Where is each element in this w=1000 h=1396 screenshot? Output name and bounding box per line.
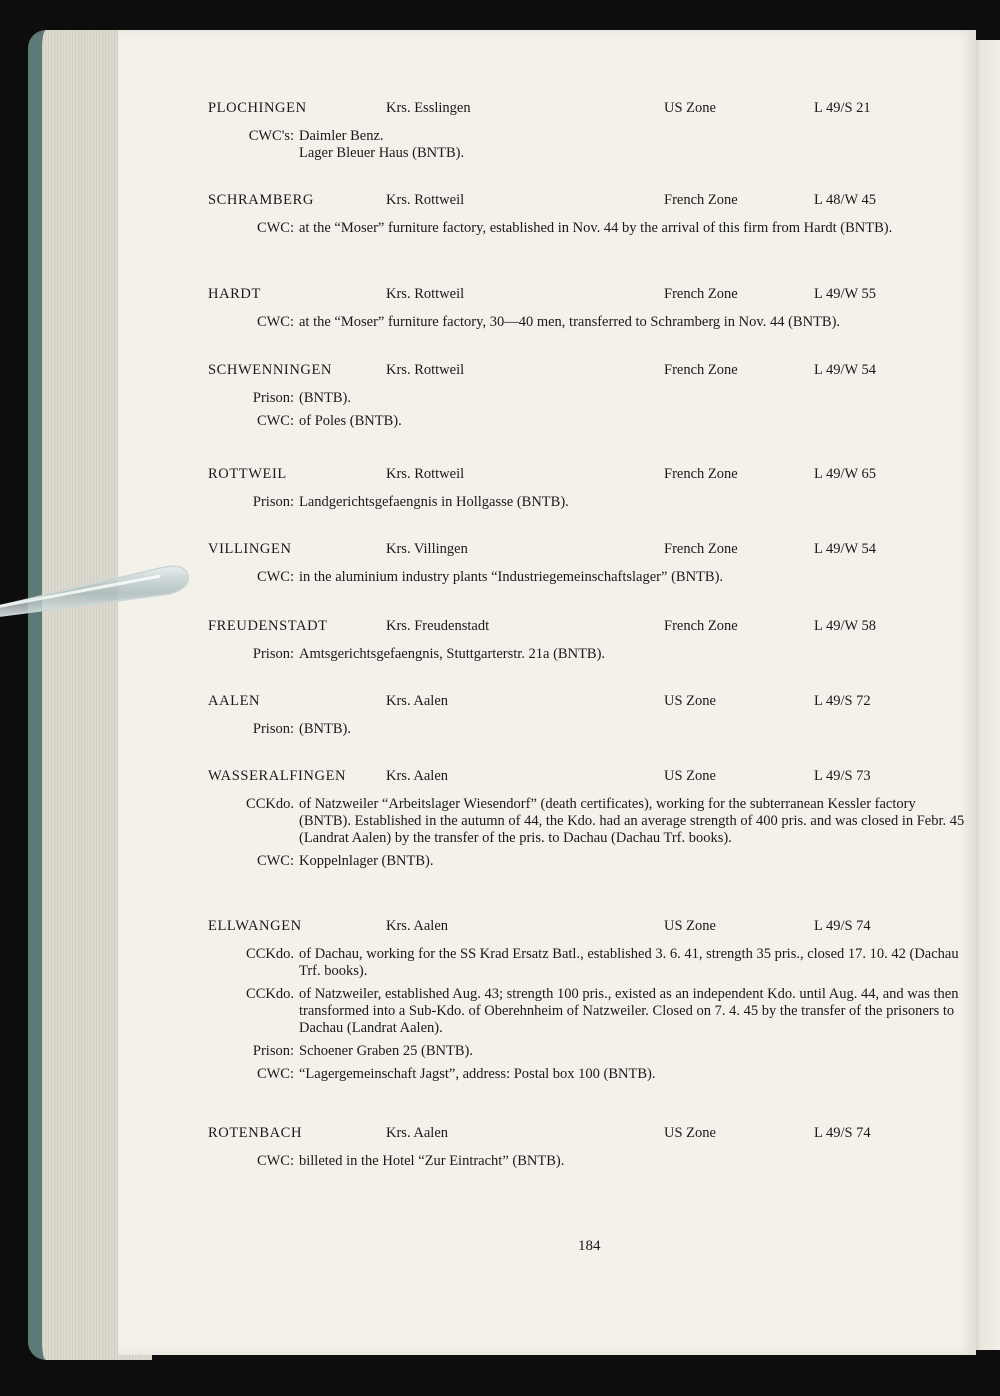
map-reference: L 49/S 74: [814, 918, 871, 934]
entry-detail-row: [208, 145, 968, 162]
entry-heading: [208, 618, 968, 640]
entry-heading: [208, 466, 968, 488]
zone-name: French Zone: [664, 466, 738, 482]
town-name: SCHWENNINGEN: [208, 362, 332, 378]
entry-detail-row: [208, 569, 968, 586]
detail-text: of Natzweiler, established Aug. 43; strength 100 pris., existed as an independent Kdo. until Aug. 44, and was then transformed into a Sub-Kdo. of Oberehnheim of Natzweiler. Closed on 7. 4. 45 by the transfer of the prisoners to Dachau (Landrat Aalen).: [299, 986, 959, 1036]
district-name: Krs. Villingen: [386, 541, 468, 557]
glass-rod-body: [0, 566, 188, 620]
detail-text: (BNTB).: [299, 390, 351, 406]
district-name: Krs. Aalen: [386, 768, 449, 784]
detail-text: in the aluminium industry plants “Industriegemeinschaftslager” (BNTB).: [299, 569, 724, 585]
detail-text: (BNTB).: [299, 721, 351, 737]
town-name: ROTENBACH: [208, 1125, 303, 1141]
map-reference: L 48/W 45: [814, 192, 877, 208]
entry-heading: [208, 768, 968, 790]
detail-text: Schoener Graben 25 (BNTB).: [299, 1043, 473, 1059]
zone-name: French Zone: [664, 541, 738, 557]
detail-label: CWC:: [256, 314, 294, 330]
zone-name: French Zone: [664, 192, 738, 208]
detail-label: Prison:: [252, 1043, 294, 1059]
entry-rotenbach: [208, 1125, 968, 1170]
entry-detail-row: [208, 853, 968, 870]
entry-detail-row: [208, 796, 968, 847]
detail-text: at the “Moser” furniture factory, established in Nov. 44 by the arrival of this firm from Hardt (BNTB).: [299, 220, 893, 236]
detail-label: Prison:: [252, 494, 294, 510]
entry-detail-row: [208, 220, 968, 237]
zone-name: US Zone: [664, 100, 716, 116]
district-name: Krs. Aalen: [386, 1125, 449, 1141]
detail-label: Prison:: [252, 390, 294, 406]
entry-heading: [208, 1125, 968, 1147]
detail-label: Prison:: [252, 646, 294, 662]
town-name: VILLINGEN: [208, 541, 292, 557]
detail-text: of Poles (BNTB).: [299, 413, 402, 429]
entry-detail-row: [208, 986, 968, 1037]
zone-name: French Zone: [664, 618, 738, 634]
district-name: Krs. Aalen: [386, 918, 449, 934]
detail-label: CWC:: [256, 569, 294, 585]
entry-detail-row: [208, 128, 968, 145]
map-reference: L 49/S 72: [814, 693, 871, 709]
zone-name: US Zone: [664, 1125, 716, 1141]
map-reference: L 49/W 55: [814, 286, 877, 302]
detail-label: CWC's:: [248, 128, 294, 144]
detail-text: billeted in the Hotel “Zur Eintracht” (BNTB).: [299, 1153, 565, 1169]
district-name: Krs. Rottweil: [386, 286, 465, 302]
entry-detail-row: [208, 946, 968, 980]
entry-detail-row: [208, 1066, 968, 1083]
detail-label: CCKdo.: [246, 796, 294, 812]
town-name: HARDT: [208, 286, 261, 302]
detail-text: at the “Moser” furniture factory, 30—40 men, transferred to Schramberg in Nov. 44 (BNTB).: [299, 314, 841, 330]
town-name: ROTTWEIL: [208, 466, 287, 482]
district-name: Krs. Esslingen: [386, 100, 471, 116]
entry-detail-row: [208, 1153, 968, 1170]
district-name: Krs. Rottweil: [386, 466, 465, 482]
map-reference: L 49/W 54: [814, 541, 877, 557]
entry-hardt: [208, 286, 968, 331]
detail-text: Koppelnlager (BNTB).: [299, 853, 434, 869]
entry-wasseralfingen: [208, 768, 968, 870]
map-reference: L 49/S 73: [814, 768, 871, 784]
entry-freudenstadt: [208, 618, 968, 663]
map-reference: L 49/W 54: [814, 362, 877, 378]
detail-label: CWC:: [256, 853, 294, 869]
detail-label: CCKdo.: [246, 986, 294, 1002]
entry-detail-row: [208, 1043, 968, 1060]
detail-label: Prison:: [252, 721, 294, 737]
detail-label: CWC:: [256, 220, 294, 236]
detail-text: Landgerichtsgefaengnis in Hollgasse (BNTB).: [299, 494, 569, 510]
entry-aalen: [208, 693, 968, 738]
entry-schramberg: [208, 192, 968, 237]
entry-heading: [208, 918, 968, 940]
entry-detail-row: [208, 413, 968, 430]
district-name: Krs. Aalen: [386, 693, 449, 709]
town-name: PLOCHINGEN: [208, 100, 307, 116]
district-name: Krs. Freudenstadt: [386, 618, 490, 634]
entry-detail-row: [208, 646, 968, 663]
map-reference: L 49/W 65: [814, 466, 877, 482]
entry-heading: [208, 192, 968, 214]
entry-heading: [208, 693, 968, 715]
town-name: FREUDENSTADT: [208, 618, 328, 634]
glass-pointer-rod: [0, 560, 210, 620]
zone-name: US Zone: [664, 768, 716, 784]
page-number: 184: [578, 1238, 601, 1254]
zone-name: US Zone: [664, 693, 716, 709]
detail-text: of Dachau, working for the SS Krad Ersatz Batl., established 3. 6. 41, strength 35 pris., closed 17. 10. 42 (Dachau Trf. books).: [299, 946, 959, 979]
town-name: WASSERALFINGEN: [208, 768, 347, 784]
zone-name: French Zone: [664, 362, 738, 378]
detail-label: CWC:: [256, 1066, 294, 1082]
entry-rottweil: [208, 466, 968, 511]
detail-label: CWC:: [256, 1153, 294, 1169]
detail-text: of Natzweiler “Arbeitslager Wiesendorf” (death certificates), working for the subterranean Kessler factory (BNTB). Established in the autumn of 44, the Kdo. had an average strength of 400 pris. and was closed in Febr. 45 (Landrat Aalen) by the transfer of the pris. to Dachau (Dachau Trf. books).: [299, 796, 965, 846]
detail-label: CWC:: [256, 413, 294, 429]
detail-text: Lager Bleuer Haus (BNTB).: [299, 145, 465, 161]
zone-name: French Zone: [664, 286, 738, 302]
entry-plochingen: [208, 100, 968, 162]
district-name: Krs. Rottweil: [386, 362, 465, 378]
entry-heading: [208, 286, 968, 308]
zone-name: US Zone: [664, 918, 716, 934]
entry-detail-row: [208, 314, 968, 331]
detail-text: “Lagergemeinschaft Jagst”, address: Postal box 100 (BNTB).: [299, 1066, 656, 1082]
detail-text: Amtsgerichtsgefaengnis, Stuttgarterstr. 21a (BNTB).: [299, 646, 606, 662]
entry-ellwangen: [208, 918, 968, 1083]
town-name: ELLWANGEN: [208, 918, 302, 934]
town-name: AALEN: [208, 693, 261, 709]
town-name: SCHRAMBERG: [208, 192, 314, 208]
map-reference: L 49/S 21: [814, 100, 871, 116]
map-reference: L 49/W 58: [814, 618, 877, 634]
entry-heading: [208, 541, 968, 563]
detail-label: CCKdo.: [246, 946, 294, 962]
entry-detail-row: [208, 390, 968, 407]
entry-villingen: [208, 541, 968, 586]
detail-text: Daimler Benz.: [299, 128, 384, 144]
entry-detail-row: [208, 494, 968, 511]
entry-heading: [208, 362, 968, 384]
entry-heading: [208, 100, 968, 122]
entry-detail-row: [208, 721, 968, 738]
district-name: Krs. Rottweil: [386, 192, 465, 208]
entry-schwenningen: [208, 362, 968, 430]
map-reference: L 49/S 74: [814, 1125, 871, 1141]
